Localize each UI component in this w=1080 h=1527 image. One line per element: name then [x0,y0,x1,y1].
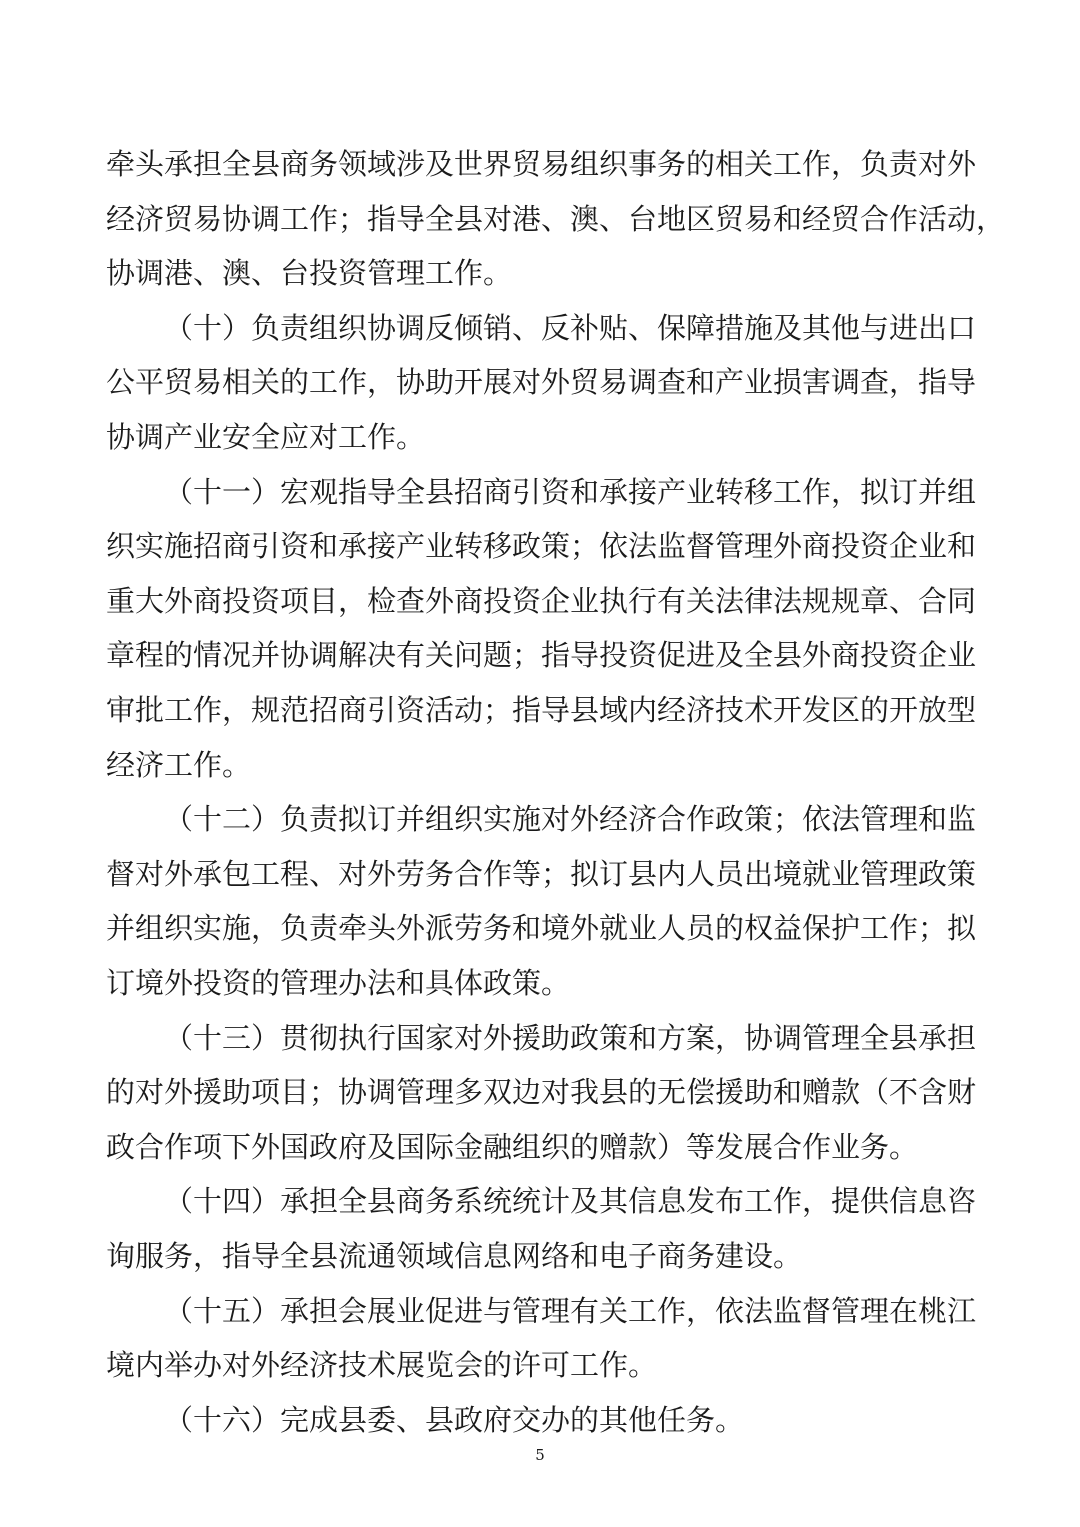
text-line-23: 境内举办对外经济技术展览会的许可工作。 [106,1348,658,1382]
text-line-12: 经济工作。 [106,748,252,782]
text-line-7: （十一）宏观指导全县招商引资和承接产业转移工作，拟订并组 [164,475,977,509]
text-line-15: 并组织实施，负责牵头外派劳务和境外就业人员的权益保护工作；拟 [106,911,977,945]
text-line-20: （十四）承担全县商务系统统计及其信息发布工作，提供信息咨 [164,1184,977,1218]
text-line-4: （十）负责组织协调反倾销、反补贴、保障措施及其他与进出口 [164,311,977,345]
text-line-16: 订境外投资的管理办法和具体政策。 [106,966,571,1000]
text-line-22: （十五）承担会展业促进与管理有关工作，依法监督管理在桃江 [164,1294,977,1328]
text-line-19: 政合作项下外国政府及国际金融组织的赠款）等发展合作业务。 [106,1130,919,1164]
text-line-18: 的对外援助项目；协调管理多双边对我县的无偿援助和赠款（不含财 [106,1075,977,1109]
text-line-24: （十六）完成县委、县政府交办的其他任务。 [164,1403,745,1437]
text-line-11: 审批工作，规范招商引资活动；指导县域内经济技术开发区的开放型 [106,693,977,727]
text-line-13: （十二）负责拟订并组织实施对外经济合作政策；依法管理和监 [164,802,977,836]
text-line-6: 协调产业安全应对工作。 [106,420,426,454]
page-number: 5 [535,1446,545,1464]
text-line-1: 牵头承担全县商务领域涉及世界贸易组织事务的相关工作，负责对外 [106,147,977,181]
text-line-14: 督对外承包工程、对外劳务合作等；拟订县内人员出境就业管理政策 [106,857,977,891]
text-line-21: 询服务，指导全县流通领域信息网络和电子商务建设。 [106,1239,803,1273]
text-line-8: 织实施招商引资和承接产业转移政策；依法监督管理外商投资企业和 [106,529,977,563]
text-line-2: 经济贸易协调工作；指导全县对港、澳、台地区贸易和经贸合作活动， [106,202,1006,236]
text-line-3: 协调港、澳、台投资管理工作。 [106,256,513,290]
text-line-17: （十三）贯彻执行国家对外援助政策和方案，协调管理全县承担 [164,1021,977,1055]
text-line-9: 重大外商投资项目，检查外商投资企业执行有关法律法规规章、合同 [106,584,977,618]
text-line-5: 公平贸易相关的工作，协助开展对外贸易调查和产业损害调查，指导 [106,365,977,399]
text-line-10: 章程的情况并协调解决有关问题；指导投资促进及全县外商投资企业 [106,638,977,672]
